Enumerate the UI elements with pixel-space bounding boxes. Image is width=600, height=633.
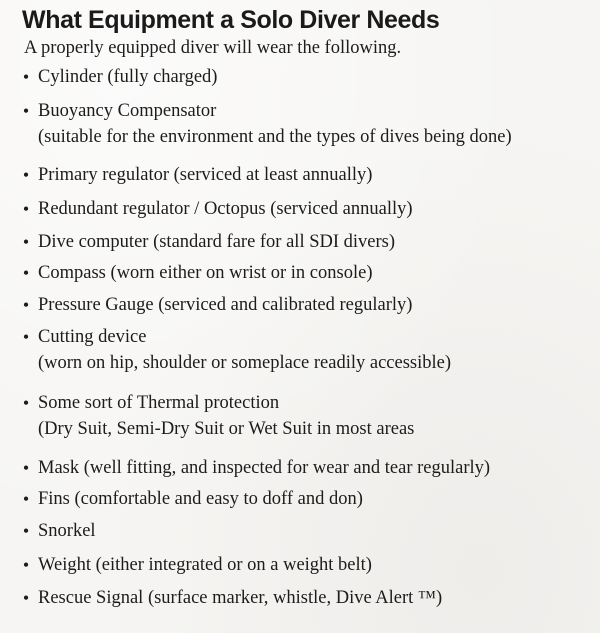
bullet: •: [22, 232, 30, 252]
list-item-text: Cutting device: [38, 327, 147, 347]
bullet: •: [22, 458, 30, 478]
list-item-cylinder: [20, 64, 217, 90]
list-item-fins: [20, 486, 363, 512]
list-item-subtext: (worn on hip, shoulder or someplace readily accessible): [38, 353, 452, 373]
list-item-mask: [20, 455, 490, 481]
list-item-text: Buoyancy Compensator: [38, 101, 217, 121]
bullet: •: [22, 555, 30, 575]
bullet: •: [22, 263, 30, 283]
list-item-text: Snorkel: [38, 521, 96, 541]
bullet: •: [22, 393, 30, 413]
bullet: •: [22, 67, 30, 87]
list-item-text: Primary regulator (serviced at least annually): [38, 165, 373, 185]
list-item-text: Compass (worn either on wrist or in console): [38, 263, 373, 283]
list-item-text: Fins (comfortable and easy to doff and don): [38, 489, 363, 509]
list-item-redundant-regulator: [20, 196, 413, 222]
bullet: •: [22, 165, 30, 185]
list-item-subtext: (suitable for the environment and the types of dives being done): [38, 127, 512, 147]
list-item-text: Dive computer (standard fare for all SDI divers): [38, 232, 396, 252]
list-item-dive-computer: [20, 229, 395, 255]
list-item-thermal-protection: [20, 390, 414, 442]
bullet: •: [22, 327, 30, 347]
list-item-buoyancy-compensator: [20, 98, 512, 150]
list-item-text: Weight (either integrated or on a weight belt): [38, 555, 372, 575]
bullet: •: [22, 199, 30, 219]
list-item-primary-regulator: [20, 162, 372, 188]
list-item-text: Pressure Gauge (serviced and calibrated regularly): [38, 295, 413, 315]
intro-text: A properly equipped diver will wear the following.: [24, 38, 402, 58]
list-item-subtext: (Dry Suit, Semi-Dry Suit or Wet Suit in most areas: [38, 419, 415, 439]
list-item-text: Rescue Signal (surface marker, whistle, Dive Alert ™): [38, 588, 443, 608]
bullet: •: [22, 295, 30, 315]
bullet: •: [22, 101, 30, 121]
list-item-text: Cylinder (fully charged): [38, 67, 218, 87]
list-item-compass: [20, 260, 372, 286]
bullet: •: [22, 588, 30, 608]
list-item-text: Some sort of Thermal protection: [38, 393, 280, 413]
list-item-text: Redundant regulator / Octopus (serviced annually): [38, 199, 413, 219]
bullet: •: [22, 521, 30, 541]
list-item-weight: [20, 552, 372, 578]
list-item-pressure-gauge: [20, 292, 412, 318]
list-item-snorkel: [20, 518, 96, 544]
list-item-rescue-signal: [20, 585, 442, 611]
page-title: What Equipment a Solo Diver Needs: [22, 6, 440, 34]
list-item-cutting-device: [20, 324, 451, 376]
list-item-text: Mask (well fitting, and inspected for wear and tear regularly): [38, 458, 491, 478]
bullet: •: [22, 489, 30, 509]
